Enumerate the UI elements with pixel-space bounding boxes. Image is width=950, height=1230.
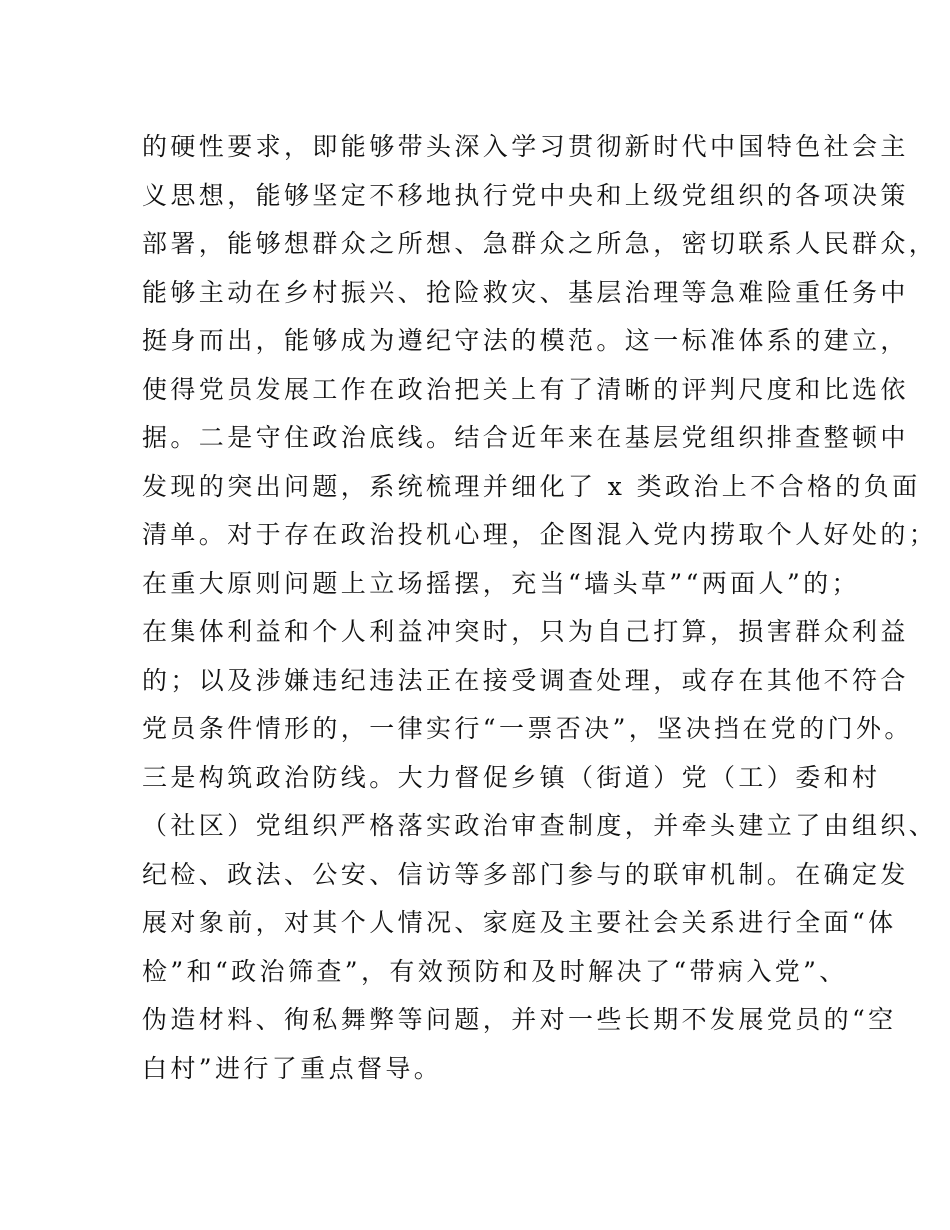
text-line: 在集体利益和个人利益冲突时，只为自己打算，损害群众利益 xyxy=(142,617,909,646)
text-line: 的硬性要求，即能够带头深入学习贯彻新时代中国特色社会主 xyxy=(142,132,909,161)
text-line: 部署，能够想群众之所想、急群众之所急，密切联系人民群众， xyxy=(142,229,938,258)
text-line: 清单。对于存在政治投机心理，企图混入党内捞取个人好处的； xyxy=(142,520,938,549)
text-line: 能够主动在乡村振兴、抢险救灾、基层治理等急难险重任务中 xyxy=(142,277,909,307)
text-line: 党员条件情形的，一律实行“一票否决”，坚决挡在党的门外。 xyxy=(142,714,913,743)
text-line: （社区）党组织严格落实政治审查制度，并牵头建立了由组织、 xyxy=(142,811,938,840)
text-line: 使得党员发展工作在政治把关上有了清晰的评判尺度和比选依 xyxy=(142,374,909,404)
text-line: 挺身而出，能够成为遵纪守法的模范。这一标准体系的建立， xyxy=(142,326,909,355)
text-line: 义思想，能够坚定不移地执行党中央和上级党组织的各项决策 xyxy=(142,180,909,210)
text-line: 白村”进行了重点督导。 xyxy=(142,1053,443,1083)
body-text xyxy=(142,123,938,1093)
text-line: 据。二是守住政治底线。结合近年来在基层党组织排查整顿中 xyxy=(142,423,909,452)
text-line: 伪造材料、徇私舞弊等问题，并对一些长期不发展党员的“空 xyxy=(142,1005,897,1034)
text-line: 展对象前，对其个人情况、家庭及主要社会关系进行全面“体 xyxy=(142,908,897,937)
text-line: 纪检、政法、公安、信访等多部门参与的联审机制。在确定发 xyxy=(142,859,909,889)
text-line: 检”和“政治筛查”，有效预防和及时解决了“带病入党”、 xyxy=(142,956,848,986)
text-line: 发现的突出问题，系统梳理并细化了 x 类政治上不合格的负面 xyxy=(142,471,921,501)
text-line: 在重大原则问题上立场摇摆，充当“墙头草”“两面人”的； xyxy=(142,568,860,598)
text-line: 三是构筑政治防线。大力督促乡镇（街道）党（工）委和村 xyxy=(142,762,881,792)
text-line: 的；以及涉嫌违纪违法正在接受调查处理，或存在其他不符合 xyxy=(142,665,909,695)
